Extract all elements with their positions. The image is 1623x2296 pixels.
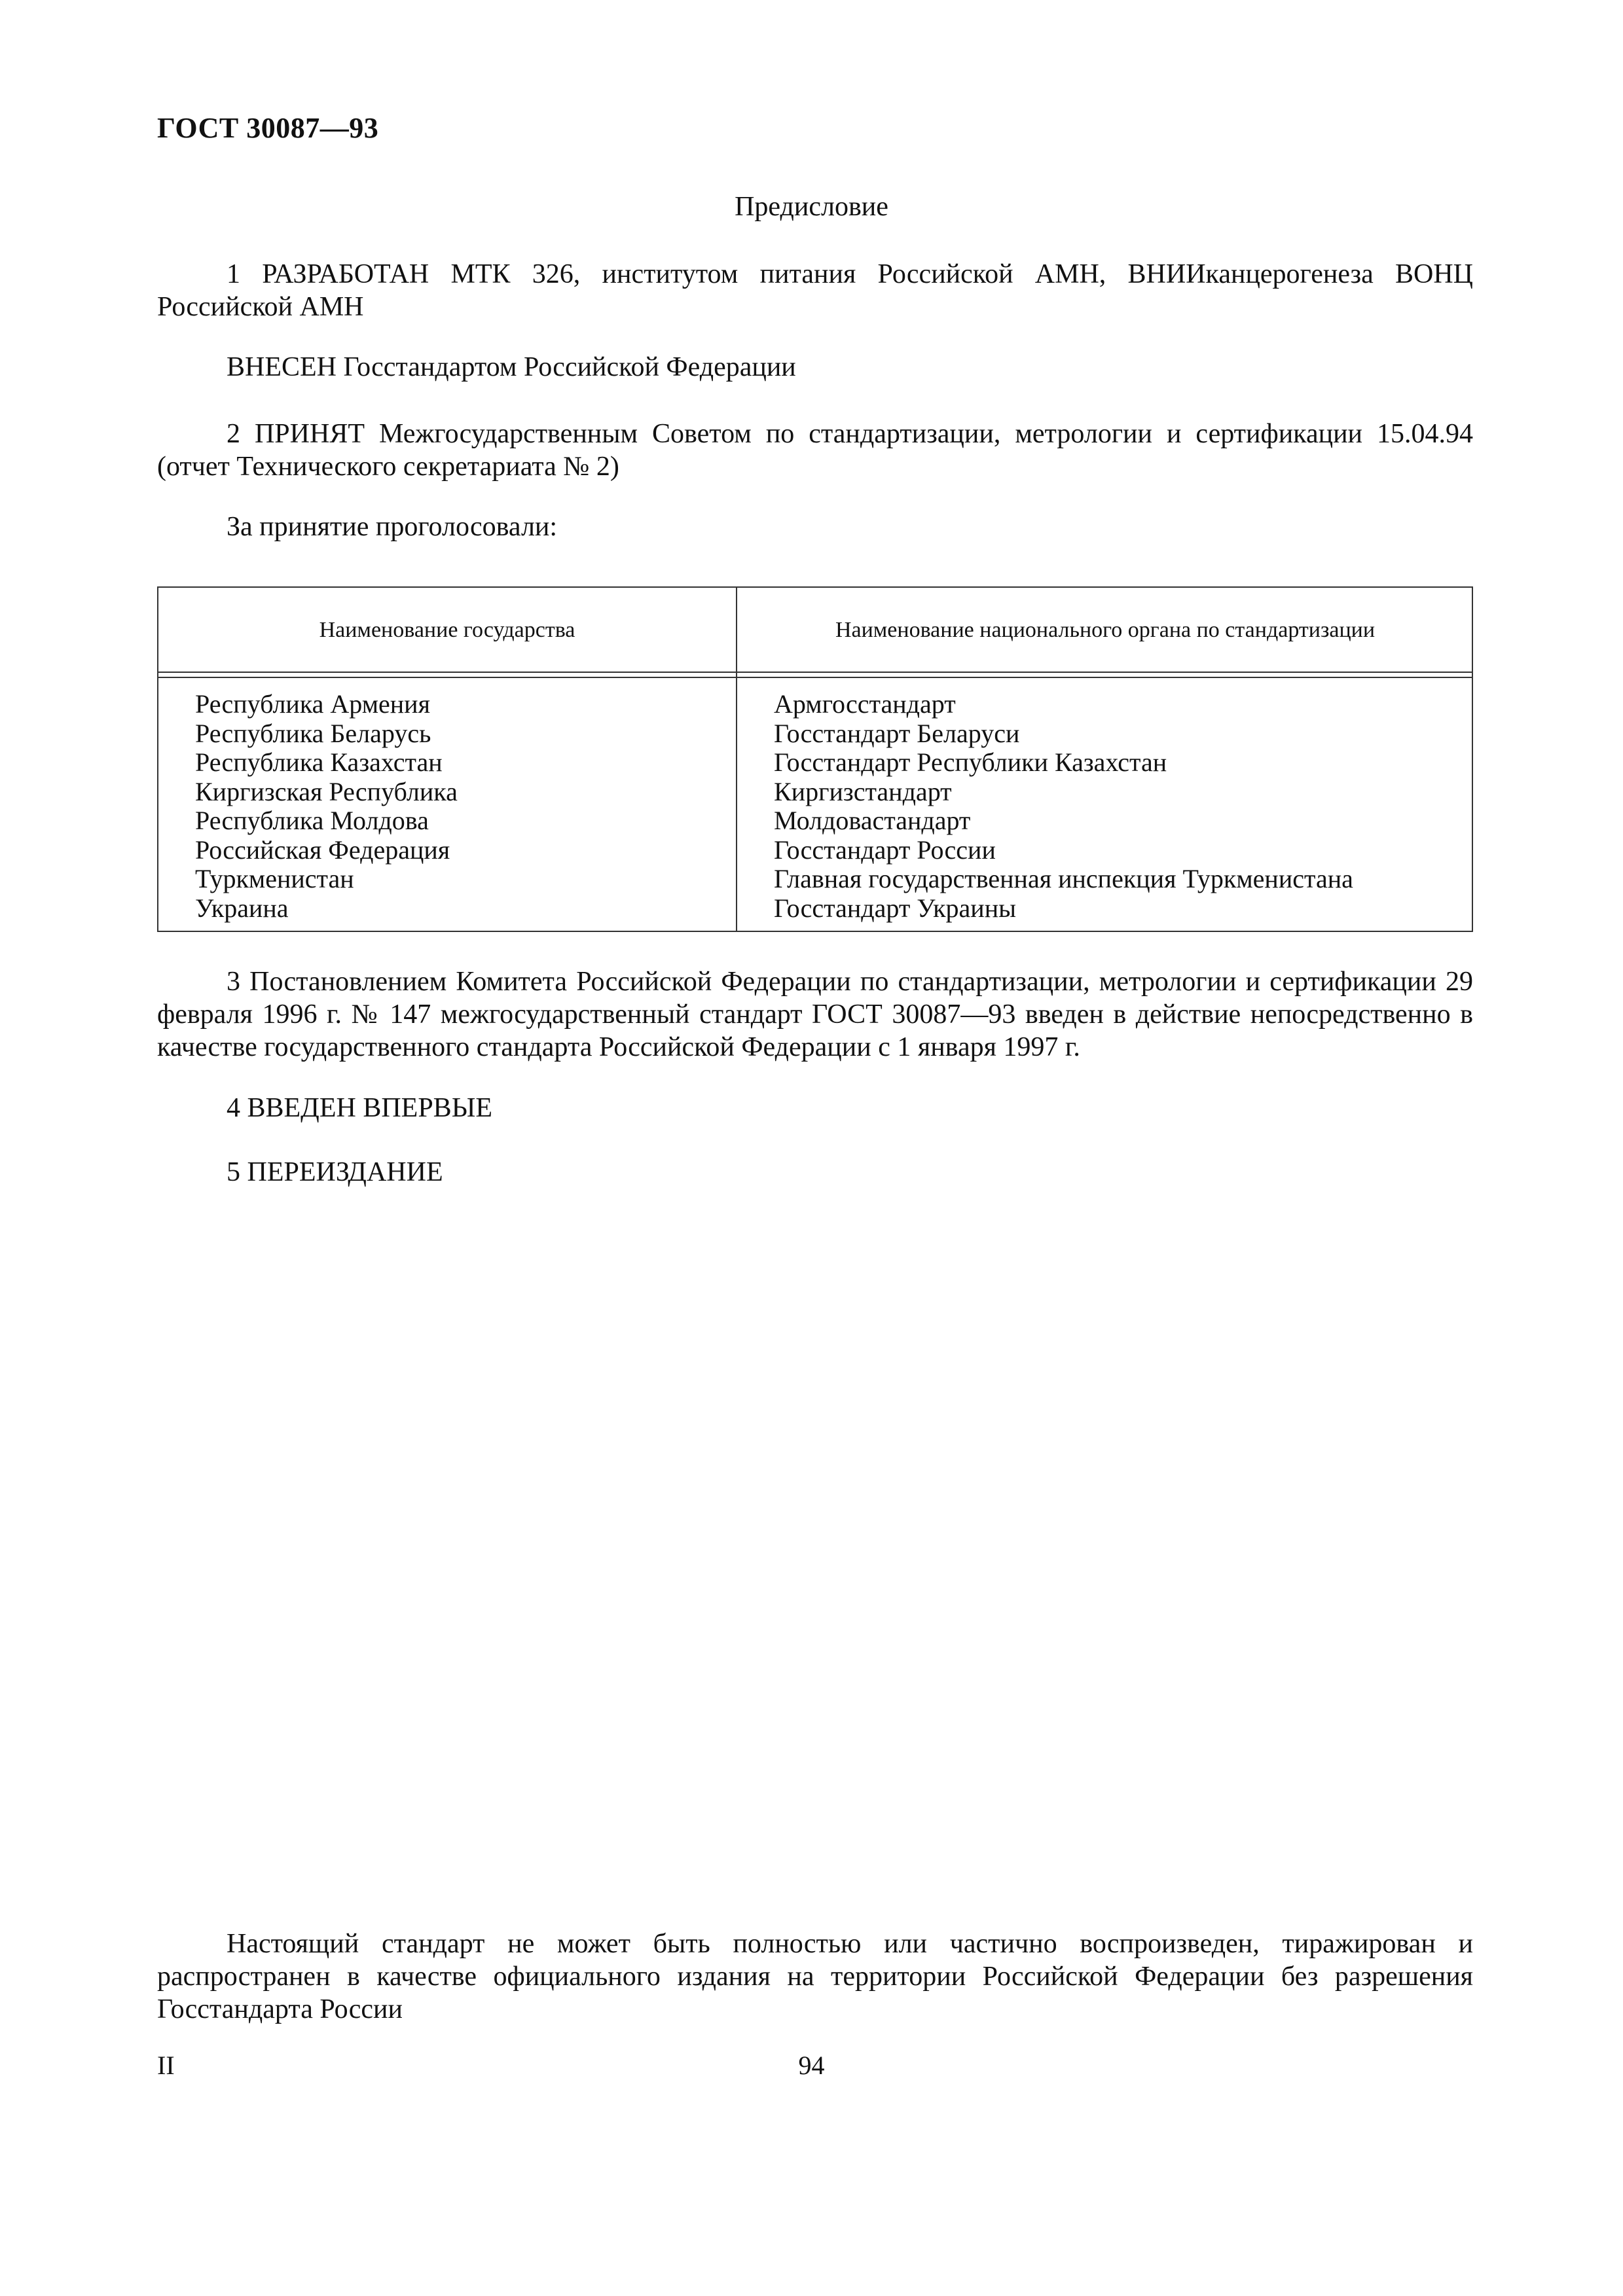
document-code: ГОСТ 30087—93 (157, 112, 379, 144)
table-cell-standards-body: Госстандарт Украины (774, 893, 1016, 923)
paragraph-developed: 1 РАЗРАБОТАН МТК 326, институтом питания Российской АМН, ВНИИканцерогенеза ВОНЦ Российской АМН (157, 259, 1473, 322)
table-cell-state: Республика Армения (195, 689, 430, 719)
voting-table (157, 586, 1473, 932)
table-cell-standards-body: Киргизстандарт (774, 776, 952, 806)
table-cell-standards-body: Госстандарт Беларуси (774, 718, 1020, 748)
table-cell-state: Киргизская Республика (195, 776, 458, 806)
table-column-standards-bodies (774, 690, 1353, 923)
paragraph-introduced-by: ВНЕСЕН Госстандартом Российской Федерации (227, 352, 796, 382)
table-cell-state: Туркменистан (195, 864, 354, 893)
table-header-standards-body: Наименование национального органа по стандартизации (835, 618, 1376, 642)
table-cell-standards-body: Госстандарт Республики Казахстан (774, 747, 1167, 777)
table-cell-standards-body: Армгосстандарт (774, 689, 956, 719)
paragraph-adopted: 2 ПРИНЯТ Межгосударственным Советом по стандартизации, метрологии и сертификации 15.04.94 (отчет Технического секретариата № 2) (157, 419, 1473, 482)
table-cell-state: Республика Казахстан (195, 747, 443, 777)
table-cell-standards-body: Молдовастандарт (774, 806, 971, 835)
roman-page-number: II (157, 2051, 175, 2080)
table-cell-state: Украина (195, 893, 289, 923)
table-cell-state: Республика Молдова (195, 806, 429, 835)
table-column-states (195, 690, 458, 923)
section-title: Предисловие (735, 192, 888, 222)
table-cell-state: Российская Федерация (195, 834, 450, 865)
table-header-state: Наименование государства (319, 618, 575, 642)
page-number: 94 (798, 2051, 825, 2080)
paragraph-reissue: 5 ПЕРЕИЗДАНИЕ (227, 1157, 443, 1187)
table-cell-standards-body: Госстандарт России (774, 834, 996, 865)
table-cell-state: Республика Беларусь (195, 718, 431, 748)
table-header-rule (158, 677, 1472, 678)
copyright-notice: Настоящий стандарт не может быть полностью или частично воспроизведен, тиражирован и распространен в качестве официального издания на территории Российской Федерации без разрешения Госстандарта России (157, 1929, 1473, 2024)
paragraph-resolution: 3 Постановлением Комитета Российской Федерации по стандартизации, метрологии и сертификации 29 февраля 1996 г. № 147 межгосударственный стандарт ГОСТ 30087—93 введен в действие непосредственно в качестве государственного стандарта Российской Федерации с 1 января 1997 г. (157, 967, 1473, 1062)
table-header-rule (158, 672, 1472, 673)
paragraph-first-introduced: 4 ВВЕДЕН ВПЕРВЫЕ (227, 1093, 492, 1123)
paragraph-voted: За принятие проголосовали: (227, 512, 558, 542)
table-cell-standards-body: Главная государственная инспекция Туркменистана (774, 864, 1353, 893)
